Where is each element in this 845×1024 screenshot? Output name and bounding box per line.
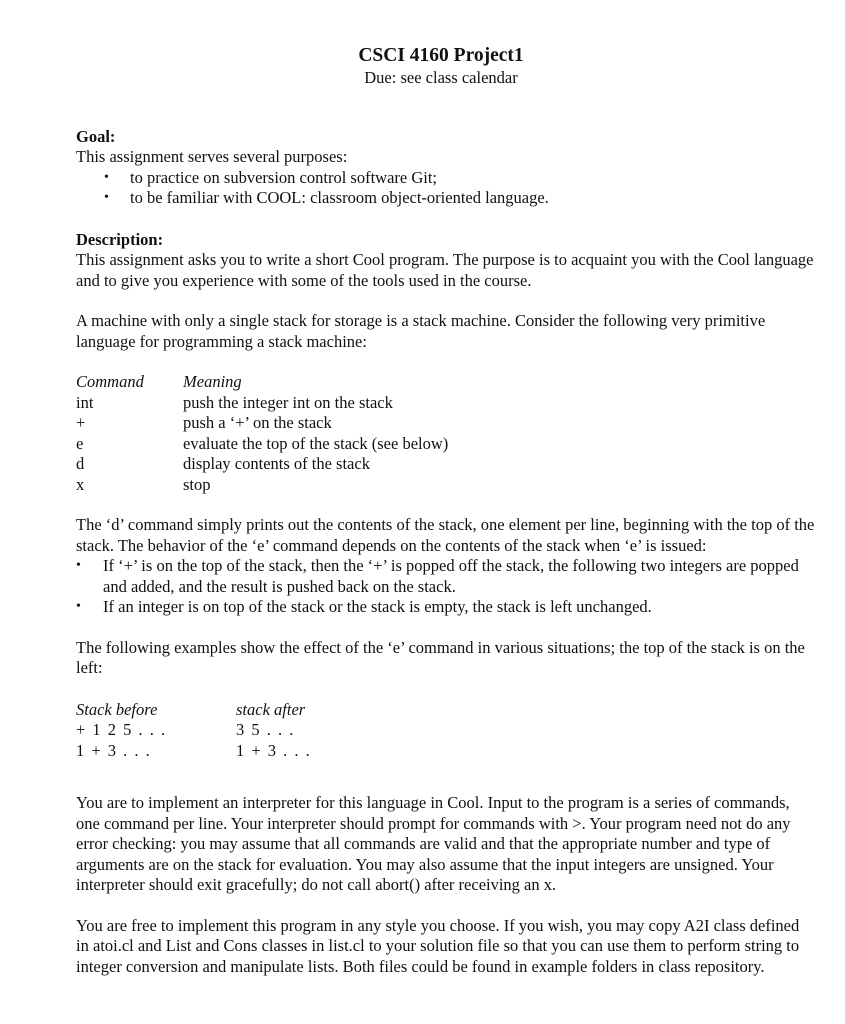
goal-section [76, 127, 816, 209]
command-table-header [76, 372, 448, 393]
examples-paragraph: The following examples show the effect of the ‘e’ command in various situations; the top of the stack is on the left: [76, 637, 805, 677]
description-heading: Description: [76, 229, 164, 249]
command-row: int push the integer int on the stack [76, 392, 393, 412]
command-row: e evaluate the top of the stack (see below) [76, 433, 449, 453]
command-row: d display contents of the stack [76, 454, 370, 473]
style-paragraph: You are free to implement this program in any style you choose. If you wish, you may copy A2I class defined in atoi.cl and List and Cons classes in list.cl to your solution file so that you can use them to perform string to integer conversion and manipulate lists. Both files could be found in example folders in class repository. [76, 915, 800, 976]
evaluate-rules-list [76, 556, 816, 618]
goal-list [76, 168, 816, 209]
stack-before-header: Stack before [76, 699, 158, 719]
description-section [76, 230, 816, 353]
goal-item: • to practice on subversion control software Git; [104, 167, 437, 187]
rule-item: • If an integer is on top of the stack or the stack is empty, the stack is left unchanged. [76, 597, 652, 616]
stack-examples-table [76, 700, 311, 762]
stack-examples-header [76, 700, 311, 721]
command-row: + push a ‘+’ on the stack [76, 413, 332, 432]
command-row: x stop [76, 474, 211, 494]
behavior-paragraph: The ‘d’ command simply prints out the contents of the stack, one element per line, beginning with the top of the stack. The behavior of the ‘e’ command depends on the contents of the stack when ‘e’ is issued: [76, 515, 815, 555]
rule-item: • If ‘+’ is on the top of the stack, then the ‘+’ is popped off the stack, the following two integers are popped and added, and the result is pushed back on the stack. [76, 556, 799, 596]
command-table [76, 372, 448, 495]
description-paragraph: This assignment asks you to write a short Cool program. The purpose is to acquaint you with the Cool language and to give you experience with some of the tools used in the course. [76, 250, 814, 290]
goal-item: • to be familiar with COOL: classroom object-oriented language. [104, 188, 549, 207]
bullet-icon: • [104, 169, 109, 185]
bullet-icon: • [76, 599, 81, 614]
meaning-header: Meaning [183, 372, 242, 391]
stack-example-row: 1 + 3 . . . 1 + 3 . . . [76, 740, 312, 760]
goal-heading: Goal: [76, 126, 116, 146]
command-header: Command [76, 372, 144, 391]
document-page [76, 44, 816, 977]
goal-intro: This assignment serves several purposes: [76, 147, 348, 166]
implementation-paragraph: You are to implement an interpreter for this language in Cool. Input to the program is a series of commands, one command per line. Your interpreter should prompt for commands with >. Your program need not do any error checking: you may assume that all commands are valid and that the appropriate number and type of arguments are on the stack for evaluation. You may also assume that the input integers are unsigned. Your interpreter should exit gracefully; do not call abort() after receiving an x. [76, 793, 791, 894]
bullet-icon: • [76, 558, 81, 573]
stack-machine-paragraph: A machine with only a single stack for storage is a stack machine. Consider the following very primitive language for programming a stack machine: [76, 311, 766, 351]
document-title: CSCI 4160 Project1 [358, 45, 524, 66]
stack-after-header: stack after [236, 699, 306, 719]
stack-example-row: + 1 2 5 . . . 3 5 . . . [76, 720, 295, 739]
document-subtitle: Due: see class calendar [364, 68, 518, 87]
bullet-icon: • [104, 190, 109, 205]
